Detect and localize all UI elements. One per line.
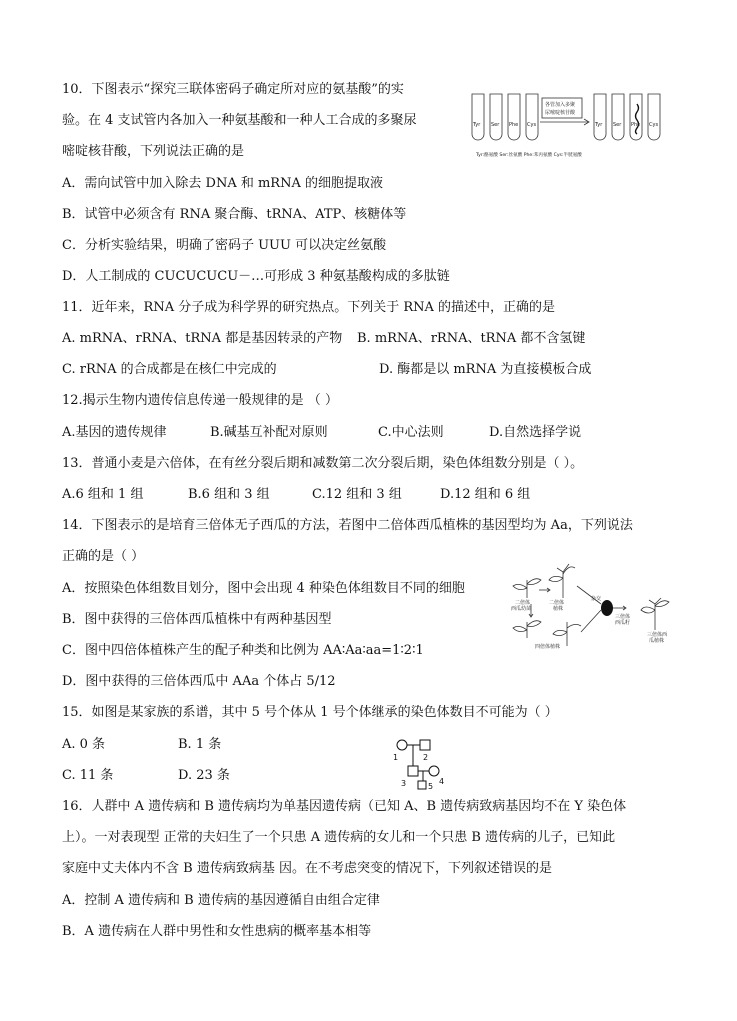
pedigree-label-5: 5 (428, 782, 434, 790)
q14-fig-label-3: 二倍体 (549, 600, 565, 606)
q15-option-b: B. 1 条 (178, 737, 222, 752)
q16-stem-line2: 上）。一对表现型 正常的夫妇生了一个只患 A 遗传病的女儿和一个只患 B 遗传病的儿子，已知此 (62, 830, 616, 845)
q14-fig-label-1: 二倍体 (515, 600, 531, 606)
pedigree-label-1: 1 (393, 753, 399, 762)
q12-option-c: C.中心法则 (378, 425, 444, 440)
q10-arrow-label-1: 各管加入多聚 (545, 102, 576, 108)
q15-stem: 15．如图是某家族的系谱，其中 5 号个体从 1 号个体继承的染色体数目不可能为（ ） (62, 705, 558, 720)
q10-test-tube-figure (468, 86, 674, 162)
q12-option-d: D.自然选择学说 (489, 425, 582, 440)
q10-tube-left-3: Phe (509, 122, 519, 128)
q10-option-a: A．需向试管中加入除去 DNA 和 mRNA 的细胞提取液 (62, 176, 383, 191)
q11-option-a: A. mRNA、rRNA、tRNA 都是基因转录的产物 (62, 331, 343, 346)
q10-option-c: C．分析实验结果，明确了密码子 UUU 可以决定丝氨酸 (62, 238, 387, 253)
q10-tube-right-3: Phe (631, 122, 641, 128)
q14-option-a: A．按照染色体组数目划分，图中会出现 4 种染色体组数目不同的细胞 (62, 581, 465, 596)
q14-option-c: C．图中四倍体植株产生的配子种类和比例为 AA∶Aa∶aa=1∶2∶1 (62, 643, 424, 658)
q12-option-b: B.碱基互补配对原则 (210, 425, 328, 440)
q12-option-a: A.基因的遗传规律 (62, 425, 167, 440)
q11-stem: 11．近年来，RNA 分子成为科学界的研究热点。下列关于 RNA 的描述中，正确的是 (62, 300, 556, 315)
q15-option-c: C. 11 条 (62, 768, 114, 783)
q14-option-b: B．图中获得的三倍体西瓜植株中有两种基因型 (62, 612, 332, 627)
pedigree-individual-2 (420, 740, 430, 750)
pedigree-individual-4 (429, 766, 439, 776)
q13-option-d: D.12 组和 6 组 (440, 487, 531, 502)
pedigree-individual-5 (418, 781, 426, 789)
q14-fig-label-7: 西瓜籽 (615, 620, 631, 626)
q14-fig-label-9: 瓜植株 (649, 638, 665, 644)
q11-option-b: B. mRNA、rRNA、tRNA 都不含氢键 (357, 331, 586, 346)
q15-option-d: D. 23 条 (178, 768, 230, 783)
q10-option-b: B．试管中必须含有 RNA 聚合酶、tRNA、ATP、核糖体等 (62, 207, 407, 222)
q13-option-c: C.12 组和 3 组 (312, 487, 402, 502)
q10-tube-right-1: Tyr (595, 122, 603, 128)
q14-stem-line2: 正确的是（ ） (62, 549, 145, 564)
q10-figure-caption: Tyr:酪氨酸 Ser:丝氨酸 Phe:苯丙氨酸 Cys:半胱氨酸 (476, 153, 582, 158)
pedigree-label-4: 4 (439, 777, 445, 786)
q11-option-c: C. rRNA 的合成都是在核仁中完成的 (62, 362, 277, 377)
q10-tube-right-4: Cys (649, 122, 659, 128)
q14-watermelon-figure (505, 560, 677, 650)
q15-option-a: A. 0 条 (62, 737, 106, 752)
pedigree-individual-1 (397, 740, 407, 750)
q13-option-b: B.6 组和 3 组 (188, 487, 270, 502)
q14-stem-line1: 14．下图表示的是培育三倍体无子西瓜的方法，若图中二倍体西瓜植株的基因型均为 Aa，下列说法 (62, 518, 633, 533)
q10-tube-right-2: Ser (613, 122, 622, 128)
q14-fig-label-10: 四倍体植株 (535, 644, 561, 650)
pedigree-label-2: 2 (423, 753, 429, 762)
q14-option-d: D．图中获得的三倍体西瓜中 AAa 个体占 5/12 (62, 674, 336, 689)
q12-stem: 12.揭示生物内遗传信息传递一般规律的是 （ ） (62, 393, 338, 408)
pedigree-individual-3 (408, 766, 418, 776)
q10-tube-left-4: Cys (527, 122, 537, 128)
q10-option-d: D．人工制成的 CUCUCUCU－…可形成 3 种氨基酸构成的多肽链 (62, 269, 450, 284)
q14-fig-label-4: 植株 (553, 606, 564, 612)
q14-fig-label-8: 三倍体西 (647, 632, 668, 638)
q11-option-d: D. 酶都是以 mRNA 为直接模板合成 (379, 362, 592, 377)
q16-option-a: A．控制 A 遗传病和 B 遗传病的基因遵循自由组合定律 (62, 893, 380, 908)
q14-fig-label-6: 三倍体 (615, 614, 631, 620)
q10-arrow-label-2: 尿嘧啶核苷酸 (545, 110, 576, 116)
q10-stem-line1: 10．下图表示“探究三联体密码子确定所对应的氨基酸”的实 (62, 82, 404, 97)
q10-stem-line2: 验。在 4 支试管内各加入一种氨基酸和一种人工合成的多聚尿 (62, 113, 417, 128)
q16-stem-line3: 家庭中丈夫体内不含 B 遗传病致病基 因。在不考虑突变的情况下，下列叙述错误的是 (62, 861, 552, 876)
pedigree-label-3: 3 (401, 779, 407, 788)
q16-stem-line1: 16．人群中 A 遗传病和 B 遗传病均为单基因遗传病（已知 A、B 遗传病致病基因均不在 Y 染色体 (62, 799, 627, 814)
q16-option-b: B．A 遗传病在人群中男性和女性患病的概率基本相等 (62, 924, 372, 939)
q14-fig-label-5: 杂交 (591, 596, 602, 602)
q14-fig-label-2: 西瓜幼苗 (511, 606, 532, 612)
q10-tube-left-1: Tyr (473, 122, 481, 128)
q10-tube-left-2: Ser (491, 122, 500, 128)
q13-stem: 13．普通小麦是六倍体，在有丝分裂后期和减数第二次分裂后期，染色体组数分别是（ ）。 (62, 456, 584, 471)
q13-option-a: A.6 组和 1 组 (62, 487, 144, 502)
pedigree-diagram (393, 736, 447, 790)
q10-stem-line3: 嘧啶核苷酸，下列说法正确的是 (62, 144, 245, 159)
